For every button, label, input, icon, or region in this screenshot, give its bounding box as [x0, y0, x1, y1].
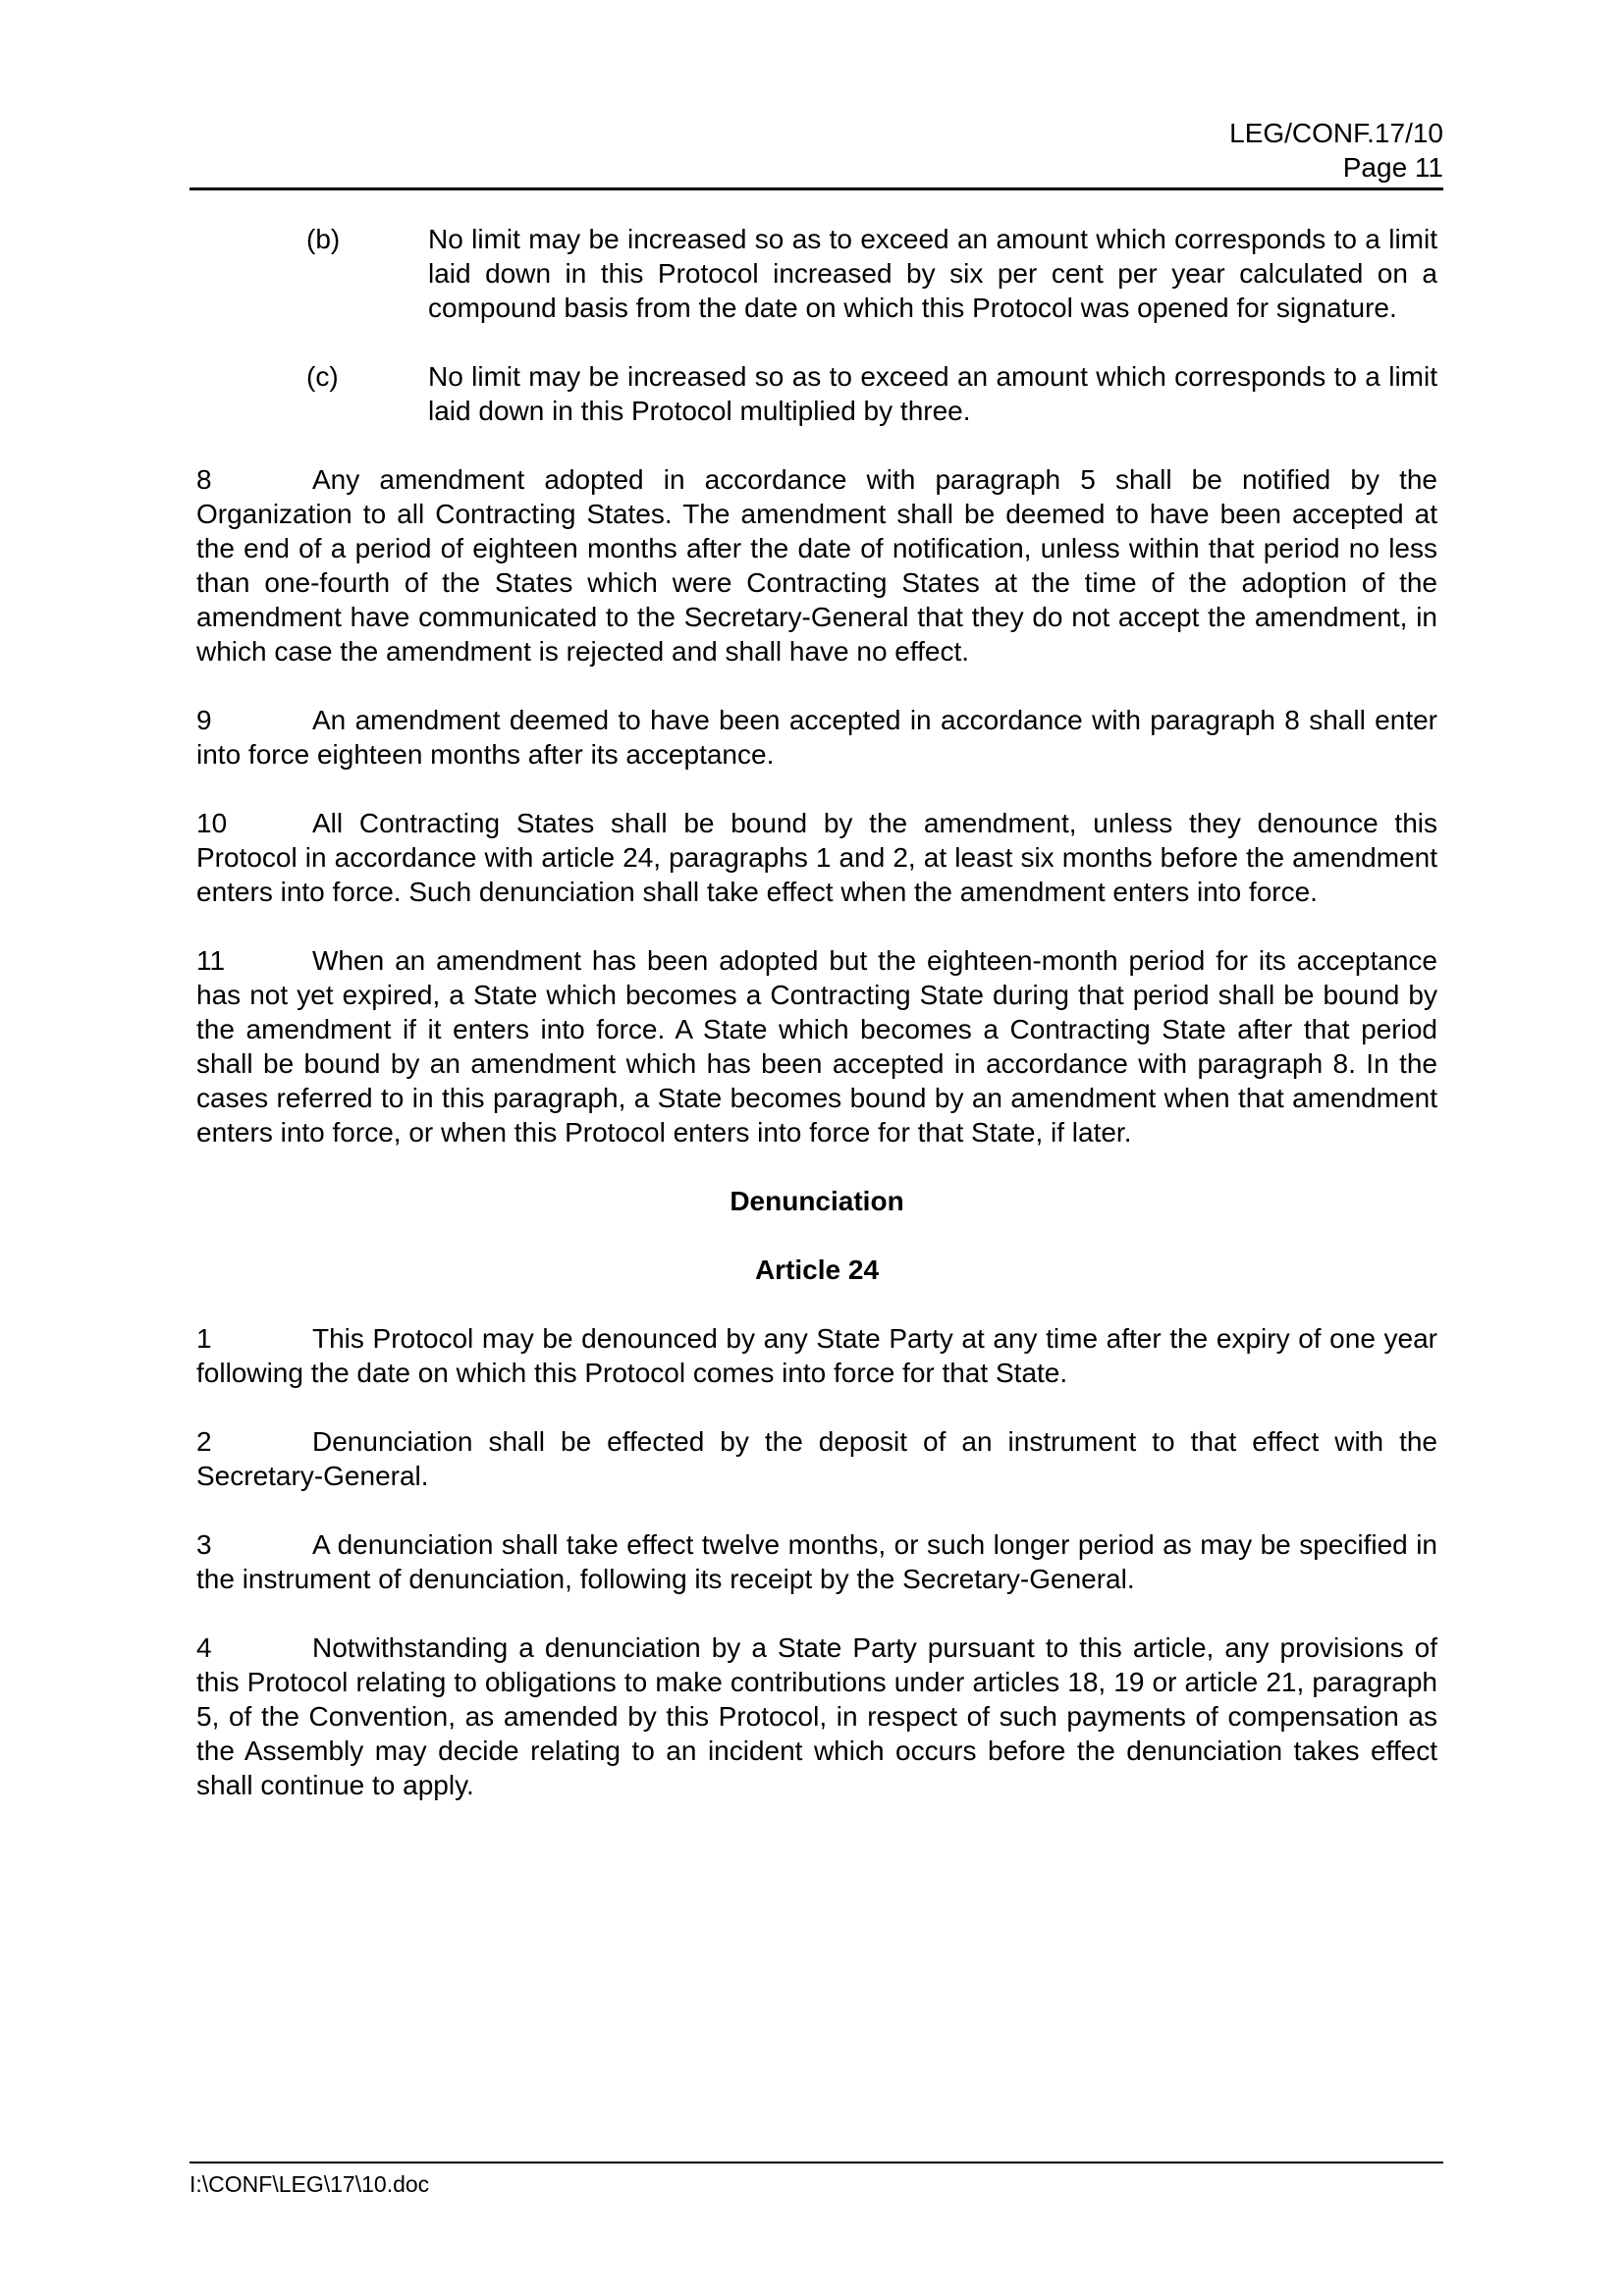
page-number: Page 11: [1342, 152, 1443, 183]
subparagraph-c: [196, 359, 1437, 428]
subparagraph-b: [196, 222, 1437, 325]
paragraph-text: An amendment deemed to have been accepted in accordance with paragraph 8 shall enter into force eighteen months after its acceptance.: [196, 705, 1437, 770]
paragraph-8: [196, 462, 1437, 668]
article-paragraph-3: [196, 1527, 1437, 1596]
paragraph-10: [196, 806, 1437, 909]
paragraph-number: 1: [196, 1323, 212, 1354]
article-paragraph-2: [196, 1424, 1437, 1493]
paragraph-text: Notwithstanding a denunciation by a State Party pursuant to this article, any provisions of this Protocol relating to obligations to make contributions under articles 18, 19 or article 21, paragraph 5, of the Convention, as amended by this Protocol, in respect of such payments of compensation as the Assembly may decide relating to an incident which occurs before the denunciation takes effect shall continue to apply.: [196, 1632, 1437, 1800]
paragraph-number: 8: [196, 464, 212, 495]
document-reference: LEG/CONF.17/10: [1229, 118, 1443, 148]
footer-file-path: I:\CONF\LEG\17\10.doc: [189, 2171, 430, 2197]
paragraph-text: Any amendment adopted in accordance with paragraph 5 shall be notified by the Organization to all Contracting States. The amendment shall be deemed to have been accepted at the end of a period of eighteen months after the date of notification, unless within that period no less than one-fourth of the States which were Contracting States at the time of the adoption of the amendment have communicated to the Secretary-General that they do not accept the amendment, in which case the amendment is rejected and shall have no effect.: [196, 464, 1437, 667]
subparagraph-label: (c): [306, 361, 339, 392]
section-heading: Denunciation: [730, 1186, 904, 1216]
article-paragraph-1: [196, 1321, 1437, 1390]
paragraph-number: 10: [196, 808, 228, 838]
subparagraph-text: No limit may be increased so as to exceed an amount which corresponds to a limit laid down in this Protocol multiplied by three.: [428, 361, 1437, 426]
paragraph-number: 2: [196, 1426, 212, 1457]
article-heading: Article 24: [754, 1255, 880, 1285]
paragraph-number: 3: [196, 1529, 212, 1560]
article-paragraph-4: [196, 1630, 1437, 1802]
footer-rule: [189, 2162, 1443, 2163]
paragraph-number: 9: [196, 705, 212, 735]
paragraph-number: 11: [196, 945, 226, 976]
paragraph-9: [196, 703, 1437, 772]
paragraph-11: [196, 943, 1437, 1149]
paragraph-text: A denunciation shall take effect twelve months, or such longer period as may be specified in the instrument of denunciation, following its receipt by the Secretary-General.: [196, 1529, 1437, 1594]
page-header: [189, 116, 1443, 185]
subparagraph-text: No limit may be increased so as to exceed an amount which corresponds to a limit laid down in this Protocol increased by six per cent per year calculated on a compound basis from the date on which this Protocol was opened for signature.: [428, 224, 1437, 323]
paragraph-text: All Contracting States shall be bound by the amendment, unless they denounce this Protocol in accordance with article 24, paragraphs 1 and 2, at least six months before the amendment enters into force. Such denunciation shall take effect when the amendment enters into force.: [196, 808, 1437, 907]
header-rule: [189, 187, 1443, 190]
paragraph-text: This Protocol may be denounced by any State Party at any time after the expiry of one year following the date on which this Protocol comes into force for that State.: [196, 1323, 1437, 1388]
paragraph-number: 4: [196, 1632, 212, 1663]
paragraph-text: When an amendment has been adopted but the eighteen-month period for its acceptance has not yet expired, a State which becomes a Contracting State during that period shall be bound by the amendment if it enters into force. A State which becomes a Contracting State after that period shall be bound by an amendment which has been accepted in accordance with paragraph 8. In the cases referred to in this paragraph, a State becomes bound by an amendment when that amendment enters into force, or when this Protocol enters into force for that State, if later.: [196, 945, 1437, 1148]
paragraph-text: Denunciation shall be effected by the deposit of an instrument to that effect with the Secretary-General.: [196, 1426, 1437, 1491]
document-body: [196, 222, 1437, 1837]
subparagraph-label: (b): [306, 224, 341, 254]
